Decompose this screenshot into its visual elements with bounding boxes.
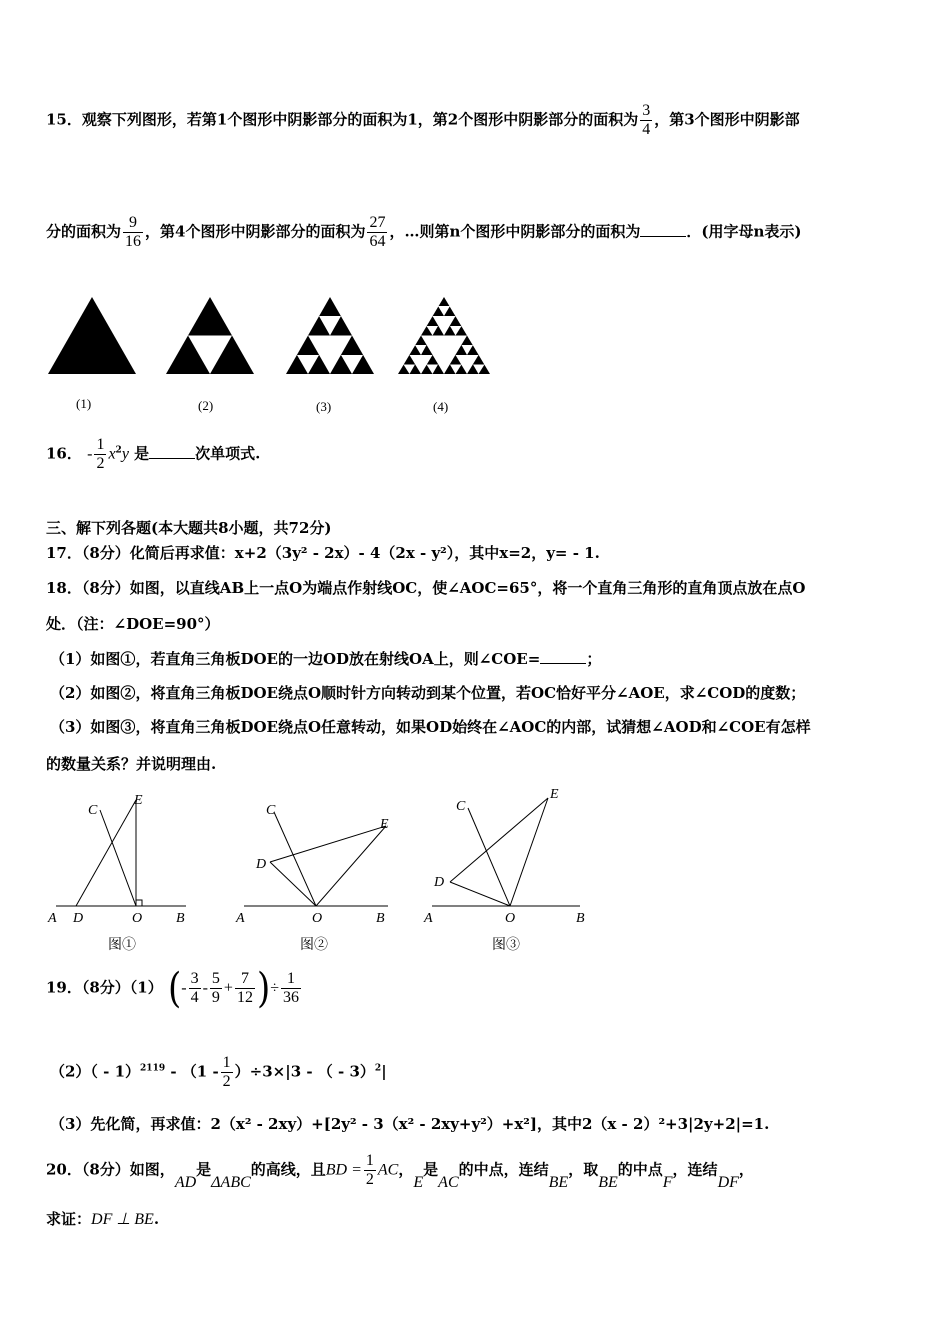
label-D: D: [256, 857, 267, 872]
caption-1: (1): [76, 396, 92, 411]
fraction-9-16: $\frac{9}{16}$: [125, 214, 142, 250]
q18-line1: 18．（8分）如图，以直线AB上一点O为端点作射线OC，使∠AOC=65°，将一个直角三角形的直角顶点放在点O: [46, 579, 806, 597]
label-E: E: [134, 793, 143, 808]
fig-caption-3: 图③: [492, 938, 520, 953]
triangle-1: [48, 297, 136, 374]
label-B: B: [376, 911, 385, 926]
triangle-3: [286, 297, 374, 374]
geometry-figure-2: [232, 796, 402, 926]
label-A: A: [48, 911, 57, 926]
label-C: C: [456, 799, 466, 814]
answer-blank: [149, 446, 195, 459]
sierpinski-figures: [44, 292, 506, 414]
q18-part3: （3）如图③，将直角三角板DOE绕点O任意转动，如果OD始终在∠AOC的内部，试猜想∠AOD和∠COE有怎样: [50, 718, 811, 736]
geometry-figure-3: [420, 784, 595, 926]
q20-line2: 求证：DF ⊥ BE.: [46, 1210, 160, 1228]
label-B: B: [176, 911, 185, 926]
q15-line1: 15．观察下列图形，若第1个图形中阴影部分的面积为1，第2个图形中阴影部分的面积为 $\frac{3}{4}$ ，第3个图形中阴影部: [46, 102, 800, 138]
label-E: E: [380, 817, 389, 832]
label-A: A: [236, 911, 245, 926]
q15-line2: 分的面积为 $\frac{9}{16}$ ，第4个图形中阴影部分的面积为 $\frac{27}{64}$ ，…则第n个图形中阴影部分的面积为 ．(用字母n表示): [46, 214, 802, 250]
fraction-1-2: $\frac{1}{2}$: [96, 436, 105, 472]
answer-blank: [640, 224, 686, 237]
label-C: C: [266, 803, 276, 818]
geometry-figure-1: [46, 786, 196, 926]
caption-2: (2): [198, 398, 214, 413]
label-D: D: [73, 911, 84, 926]
q19-part3: （3）先化简，再求值：2（x² - 2xy）+[2y² - 3（x² - 2xy+y²）+x²]，其中2（x - 2）²+3|2y+2|=1.: [50, 1115, 770, 1133]
label-O: O: [505, 911, 516, 926]
triangle-2: [166, 297, 254, 374]
label-A: A: [424, 911, 433, 926]
fraction-27-64: $\frac{27}{64}$: [369, 214, 386, 250]
label-O: O: [312, 911, 323, 926]
label-E: E: [550, 787, 559, 802]
q18-line2: 处．（注：∠DOE=90°）: [46, 615, 220, 633]
answer-blank: [540, 651, 586, 664]
q17: 17．（8分）化简后再求值：x+2（3y² - 2x）- 4（2x - y²），其中x=2，y= - 1.: [46, 544, 600, 562]
fig-caption-2: 图②: [300, 938, 328, 953]
q19-part1: 19．（8分）（1） (- $\frac{3}{4}$ - $\frac{5}{9}$ + $\frac{7}{12}$ )÷ $\frac{1}{36}$: [46, 964, 299, 1013]
caption-3: (3): [316, 399, 332, 414]
caption-4: (4): [433, 399, 449, 414]
q18-part2: （2）如图②，将直角三角板DOE绕点O顺时针方向转动到某个位置，若OC恰好平分∠AOE，求∠COD的度数；: [50, 684, 806, 702]
label-O: O: [132, 911, 143, 926]
section-3-heading: 三、解下列各题(本大题共8小题，共72分): [46, 519, 332, 537]
q18-part1: （1）如图①，若直角三角板DOE的一边OD放在射线OA上，则∠COE= ；: [50, 650, 602, 668]
q18-line6: 的数量关系？并说明理由.: [46, 755, 217, 773]
fig-caption-1: 图①: [108, 938, 136, 953]
label-B: B: [576, 911, 585, 926]
label-C: C: [88, 803, 98, 818]
q20-line1: 20．（8分）如图，AD是ΔABC的高线，且BD = $\frac{1}{2}$ AC，E是AC的中点，连结BE，取BE的中点F，连结DF，: [46, 1152, 754, 1191]
q16-line: 16． - $\frac{1}{2}$ $x^2y$ 是 次单项式.: [46, 436, 261, 472]
triangle-4: [398, 297, 490, 374]
fraction-3-4: $\frac{3}{4}$: [642, 102, 651, 138]
label-D: D: [434, 875, 445, 890]
q19-part2: （2）（ - 1）$^{2119}$ - （1 - $\frac{1}{2}$ ）÷3×|3 - （ - 3）$^2$|: [50, 1054, 387, 1090]
